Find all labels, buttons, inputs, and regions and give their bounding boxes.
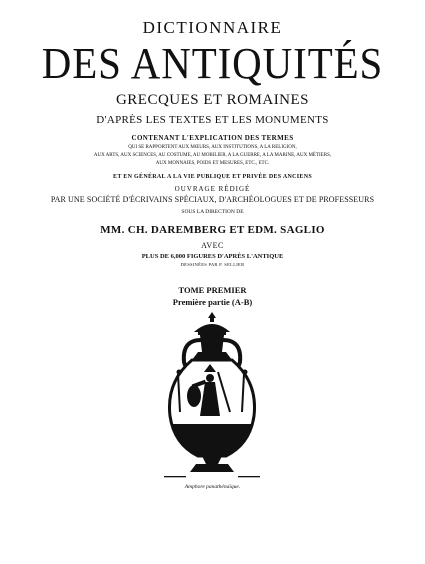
panathenaic-amphora-illustration (148, 312, 276, 480)
title-sources: D'APRÈS LES TEXTES ET LES MONUMENTS (96, 114, 329, 126)
avec-label: AVEC (201, 241, 224, 250)
editors-names: MM. CH. DAREMBERG ET EDM. SAGLIO (100, 224, 325, 236)
title-main: DES ANTIQUITÉS (41, 39, 384, 88)
illustrator-note: DESSINÉES PAR P. SELLIER (180, 262, 245, 267)
contents-line-1: QUI SE RAPPORTENT AUX MŒURS, AUX INSTITUTIONS, A LA RELIGION, (128, 145, 297, 150)
figures-note: PLUS DE 6,000 FIGURES D'APRÈS L'ANTIQUE (141, 253, 284, 260)
contents-line-2: AUX ARTS, AUX SCIENCES, AU COSTUME, AU MOBILIER, A LA GUERRE, A LA MARINE, AUX MÉTIERS, (93, 153, 332, 158)
authorship-line: PAR UNE SOCIÉTÉ D'ÉCRIVAINS SPÉCIAUX, D'ARCHÉOLOGUES ET DE PROFESSEURS (50, 195, 375, 204)
direction-label: SOUS LA DIRECTION DE (181, 209, 244, 215)
tome-label: TOME PREMIER (178, 285, 247, 295)
contents-heading: CONTENANT L'EXPLICATION DES TERMES (131, 134, 294, 142)
ouvrage-redige: OUVRAGE RÉDIGÉ (174, 185, 251, 193)
contents-line-4: ET EN GÉNÉRAL A LA VIE PUBLIQUE ET PRIVÉE DES ANCIENS (113, 174, 312, 180)
part-label: Première partie (A-B) (172, 297, 253, 307)
contents-line-3: AUX MONNAIES, POIDS ET MESURES, ETC., ETC. (155, 161, 270, 166)
illustration-caption: Amphore panathénaïque. (184, 484, 241, 490)
title-dictionnaire: DICTIONNAIRE (142, 18, 283, 37)
title-subtitle: GRECQUES ET ROMAINES (115, 92, 310, 108)
